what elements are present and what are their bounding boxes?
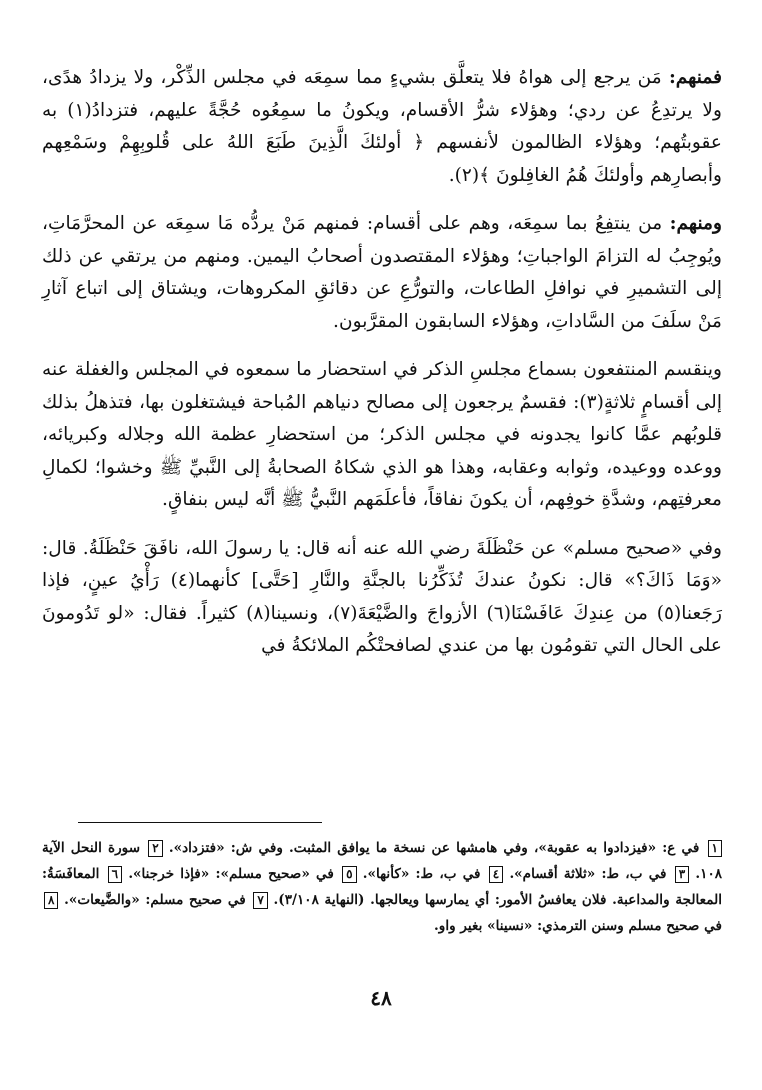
footnote-text: في ع: «فيزدادوا به عقوبة»، وفي هامشها عن نسخة ما يوافق المثبت. وفي ش: «فتزداد». — [168, 840, 700, 856]
paragraph-4 — [42, 533, 722, 663]
paragraph-text: من ينتفِعُ بما سمِعَه، وهم على أقسام: فمنهم مَنْ يردُّه مَا سمِعَه عن المحرَّمَاتِ، ويُوجِبُ له التزامَ الواجباتِ؛ وهؤلاء المقتصدون أصحابُ اليمين. ومنهم من يرتقي عن ذلك إلى التشميرِ في نوافلِ الطاعات، والتورُّعِ عن دقائقِ المكروهات، ويشتاق إلى اتباع آثارِ مَنْ سلَفَ من السَّاداتِ، وهؤلاء السابقون المقرَّبون. — [42, 213, 722, 332]
footnote-text: في ب، ط: «ثلاثة أقسام». — [509, 866, 667, 882]
paragraph-3 — [42, 354, 722, 517]
footnote-5 — [128, 866, 356, 882]
paragraph-lead: فمنهم: — [668, 67, 722, 88]
paragraph-text: وفي «صحيح مسلم» عن حَنْظَلَةَ رضي الله عنه أنه قال: يا رسولَ الله، نافَقَ حَنْظَلَةُ. قال: «وَمَا ذَاكَ؟» قال: نكونُ عندكَ تُذَكِّرُنا بالجنَّةِ والنَّارِ [حَتَّى] كأنهما(٤) رَأْيُ عينٍ، فإذا رَجَعنا(٥) من عِندِكَ عَافَسْنَا(٦) الأزواجَ والضَّيْعَةَ(٧)، ونسينا(٨) كثيراً. فقال: «لو تَدُومونَ على الحال التي تقومُون بها من عندي لصافحتْكُم الملائكةُ في — [42, 537, 723, 656]
footnotes — [42, 835, 722, 939]
paragraph-1 — [42, 62, 722, 192]
footnote-number: ٧ — [253, 892, 267, 909]
footnote-text: في «صحيح مسلم»: «فإذا خرجنا». — [128, 866, 334, 882]
footnote-number: ٢ — [148, 840, 162, 857]
footnote-number: ٥ — [342, 866, 356, 883]
footnote-divider — [78, 822, 322, 823]
footnote-text: سورة النحل الآية ١٠٨. — [42, 840, 723, 882]
footnote-1 — [169, 840, 722, 856]
footnote-3 — [509, 866, 689, 882]
paragraph-lead: ومنهم: — [669, 213, 722, 234]
footnote-text: في صحيح مسلم: «والضَّيعات». — [64, 892, 246, 908]
footnote-text: في ب، ط: «كأنها». — [362, 866, 481, 882]
footnote-number: ٤ — [489, 866, 503, 883]
page-body — [42, 62, 722, 663]
page-number: ٤٨ — [370, 986, 392, 1010]
paragraph-text: وينقسم المنتفعون بسماع مجلسِ الذكر في استحضار ما سمعوه في المجلس والغفلة عنه إلى أقسامٍ ثلاثةٍ(٣): فقسمٌ يرجعون إلى مصالح دنياهم المُباحة فيشتغلون بها، فتذهلُ بذلك قلوبُهم عمَّا كانوا يجدونه في مجلس الذكر؛ من استحضارِ عظمة الله وجلاله وكبريائه، ووعده ووعيده، وثوابه وعقابه، وهذا هو الذي شكاهُ الصحابةُ إلى النَّبيِّ ﷺ وخشوا؛ لكمالِ معرفتِهم، وشدَّةِ خوفِهم، أن يكونَ نفاقاً، فأعلَمَهم النَّبيُّ ﷺ أنَّه ليس بنفاقٍ. — [42, 359, 722, 510]
footnote-number: ٣ — [675, 866, 689, 883]
footnote-7 — [64, 892, 268, 908]
paragraph-text: مَن يرجع إلى هواهُ فلا يتعلَّق بشيءٍ مما سمِعَه في مجلس الذِّكْر، ولا يزدادُ هدًى، ولا يرتدِعُ عن ردي؛ وهؤلاء شرُّ الأقسام، ويكونُ ما سمِعُوه حُجَّةً عليهم، فتزدادُ(١) به عقوبتُهم؛ وهؤلاء الظالمون لأنفسهم ﴿ أولئكَ الَّذِينَ طَبَعَ اللهُ على قُلوبِهِمْ وسَمْعِهم وأبصارِهم وأولئكَ هُمُ الغافِلونَ ﴾(٢). — [42, 67, 722, 186]
footnote-number: ٦ — [108, 866, 122, 883]
footnote-text: في صحيح مسلم وسنن الترمذي: «نسينا» بغير واو. — [434, 918, 722, 934]
paragraph-2 — [42, 208, 722, 338]
footnote-number: ٨ — [44, 892, 58, 909]
footnote-4 — [363, 866, 503, 882]
footnote-number: ١ — [708, 840, 722, 857]
footnote-text: المعافَسَةُ: المعالجة والمداعبة. فلان يعافسُ الأمور: أي يمارسها ويعالجها. (النهاية ٣/١٠٨). — [42, 866, 722, 908]
